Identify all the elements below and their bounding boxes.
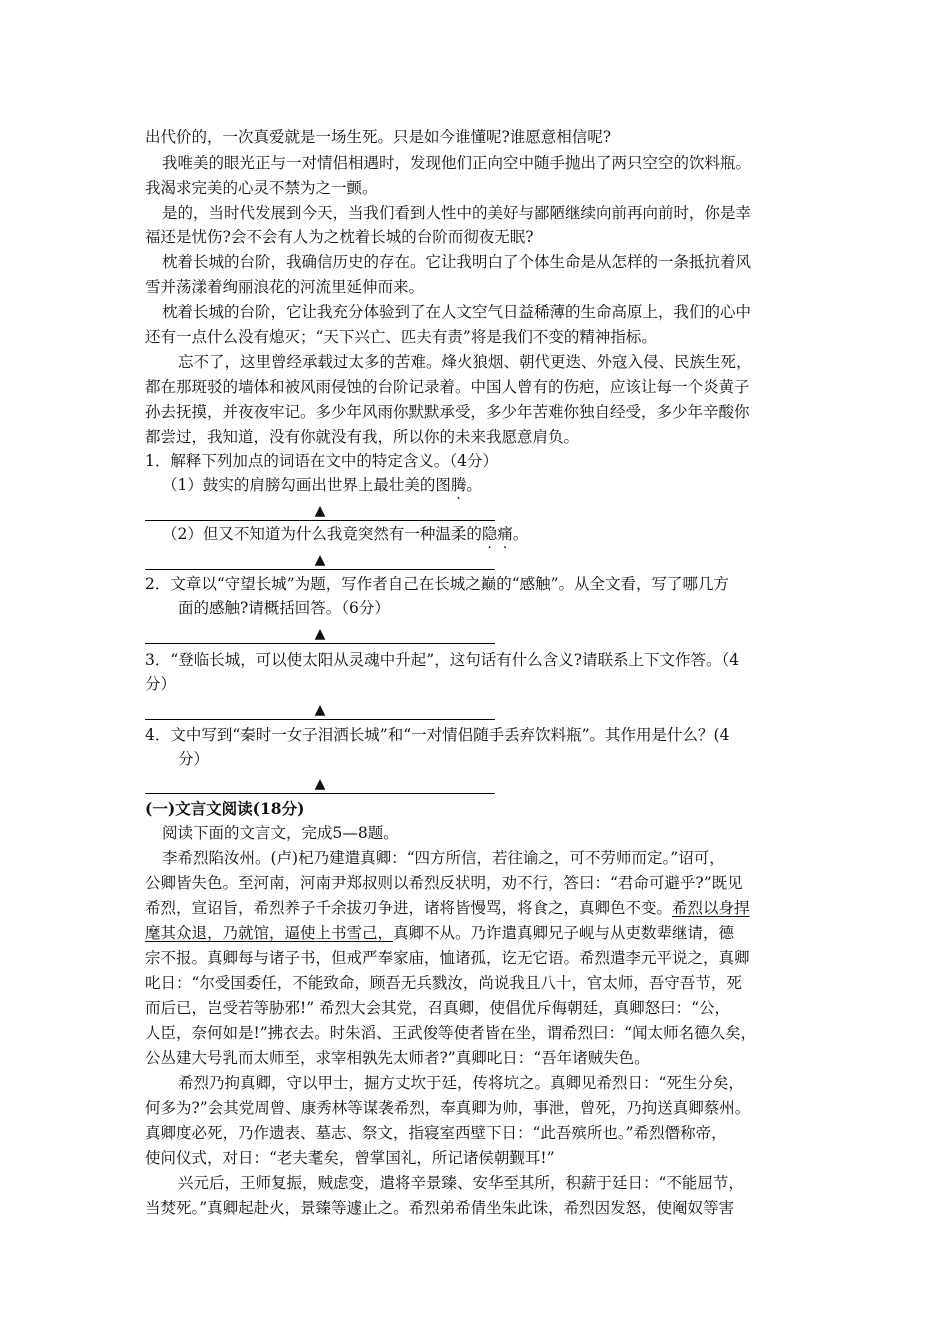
question-text: 。 — [466, 476, 482, 494]
question-4: 分） — [178, 750, 210, 768]
section-instruction: 阅读下面的文言文，完成5—8题。 — [162, 824, 399, 842]
passage-line: 枕着长城的台阶，它让我充分体验到了在人文空气日益稀薄的生命高原上，我们的心中 — [162, 303, 752, 321]
dotted-word: 隐 — [481, 525, 498, 543]
passage-line: 忘不了，这里曾经承载过太多的苦难。烽火狼烟、朝代更迭、外寇入侵、民族生死， — [178, 353, 752, 371]
passage-line: 我唯美的眼光正与一对情侣相遇时，发现他们正向空中随手抛出了两只空空的饮料瓶。 — [162, 154, 752, 172]
triangle-marker-icon: ▲ — [314, 776, 326, 792]
triangle-marker-icon: ▲ — [314, 702, 326, 718]
question-1-1 — [162, 475, 482, 495]
question-4: 4．文中写到“秦时一女子泪洒长城”和“一对情侣随手丢弃饮料瓶”。其作用是什么？(4 — [145, 726, 730, 744]
passage-line: 枕着长城的台阶，我确信历史的存在。它让我明白了个体生命是从怎样的一条抵抗着风 — [162, 253, 752, 271]
question-2: 面的感触?请概括回答。（6分） — [178, 599, 390, 617]
question-text: （2）但又不知道为什么我竟突然有一种温柔的 — [162, 525, 482, 543]
answer-blank[interactable] — [145, 769, 495, 794]
classical-line — [145, 898, 750, 918]
answer-blank[interactable] — [145, 496, 495, 521]
passage-line: 孙去抚摸，并夜夜牢记。多少年风雨你默默承受，多少年苦难你独自经受，多少年辛酸你 — [145, 403, 750, 421]
answer-blank[interactable] — [145, 619, 495, 644]
question-1-2 — [162, 524, 528, 544]
passage-line: 都尝过，我知道，没有你就没有我，所以你的未来我愿意肩负。 — [145, 428, 580, 446]
passage-line: 我渴求完美的心灵不禁为之一颤。 — [145, 179, 378, 197]
underlined-sentence: 希烈以身捍 — [672, 899, 750, 917]
answer-blank[interactable] — [145, 545, 495, 570]
triangle-marker-icon: ▲ — [314, 626, 326, 642]
question-2: 2．文章以“守望长城”为题，写作者自己在长城之巅的“感触”。从全文看，写了哪几方 — [145, 575, 730, 593]
classical-text: 真卿不从。乃诈遣真卿兄子岘与从吏数辈继请，德 — [393, 924, 735, 942]
question-3: 3．“登临长城，可以使太阳从灵魂中升起”，这句话有什么含义?请联系上下文作答。（4 — [145, 651, 740, 669]
classical-line: 李希烈陷汝州。(卢)杞乃建遣真卿：“四方所信，若往谕之，可不劳师而定。”诏可， — [162, 849, 725, 867]
classical-line: 宗不报。真卿每与诸子书，但戒严奉家庙，恤诸孤，讫无它语。希烈遣李元平说之，真卿 — [145, 949, 750, 967]
classical-line: 真卿度必死，乃作遗表、墓志、祭文，指寝室西壁下日：“此吾殡所也。”希烈僭称帝， — [145, 1124, 727, 1142]
question-3: 分） — [145, 675, 177, 693]
underlined-sentence: 麾其众退，乃就馆，逼使上书雪己， — [145, 924, 394, 942]
classical-text: 希烈，宣诏旨，希烈养子千余拔刃争进，诸将皆慢骂，将食之，真卿色不变。 — [145, 899, 673, 917]
question-1: 1．解释下列加点的词语在文中的特定含义。（4分） — [145, 452, 498, 470]
section-heading: (一)文言文阅读(18分) — [145, 799, 305, 818]
classical-line: 当焚死。”真卿起赴火，景臻等遽止之。希烈弟希倩坐朱此诛，希烈因发怒，使阉奴等害 — [145, 1199, 735, 1217]
passage-line: 出代价的，一次真爱就是一场生死。只是如今谁懂呢?谁愿意相信呢? — [145, 128, 612, 146]
classical-line — [145, 923, 734, 943]
passage-line: 福还是忧伤?会不会有人为之枕着长城的台阶而彻夜无眠? — [145, 228, 534, 246]
classical-line: 叱日：“尔受国委任，不能致命，顾吾无兵戮汝，尚说我且八十，官太师，吾守吾节，死 — [145, 974, 742, 992]
passage-line: 还有一点什么没有熄灭；“天下兴亡、匹夫有责”将是我们不变的精神指标。 — [145, 328, 657, 346]
question-text: 。 — [512, 525, 529, 543]
passage-line: 雪并荡漾着绚丽浪花的河流里延伸而来。 — [145, 278, 425, 296]
classical-line: 兴元后，王师复振，贼虑变，遣将辛景臻、安华至其所，积薪于廷日：“不能屈节， — [178, 1174, 744, 1192]
passage-line: 是的，当时代发展到今天，当我们看到人性中的美好与鄙陋继续向前再向前时，你是幸 — [162, 204, 752, 222]
triangle-marker-icon: ▲ — [314, 503, 326, 519]
classical-line: 公丛建大号乳而太师至，求宰相孰先太师者?”真卿叱日：“吾年诸贼失色。 — [145, 1049, 650, 1067]
classical-line: 何多为?”会其党周曾、康秀林等谋袭希烈，奉真卿为帅，事泄，曾死，乃拘送真卿蔡州。 — [145, 1099, 751, 1117]
classical-line: 人臣，奈何如是!”拂衣去。时朱滔、王武俊等使者皆在坐，谓希烈曰：“闻太师名德久矣， — [145, 1024, 757, 1042]
answer-blank[interactable] — [145, 695, 495, 720]
classical-line: 而后已，岂受若等胁邪!” 希烈大会其党，召真卿，使倡优斥侮朝廷，真卿怒曰：“公， — [145, 999, 731, 1017]
classical-line: 使问仪式，对日：“老夫耄矣，曾掌国礼，所记诸侯朝觐耳!” — [145, 1149, 555, 1167]
question-text: （1）鼓实的肩膀勾画出世界上最壮美的图 — [162, 476, 451, 494]
classical-line: 公卿皆失色。至河南，河南尹郑叔则以希烈反状明，劝不行，答曰：“君命可避乎?”既见 — [145, 874, 743, 892]
classical-line: 希烈乃拘真卿，守以甲士，掘方丈坎于廷，传将坑之。真卿见希烈日：“死生分矣， — [178, 1074, 744, 1092]
dotted-word: 腾 — [450, 476, 467, 494]
dotted-word: 痛 — [497, 525, 513, 543]
passage-line: 都在那斑驳的墙体和被风雨侵蚀的台阶记录着。中国人曾有的伤疤，应该让每一个炎黄子 — [145, 378, 750, 396]
triangle-marker-icon: ▲ — [314, 552, 326, 568]
